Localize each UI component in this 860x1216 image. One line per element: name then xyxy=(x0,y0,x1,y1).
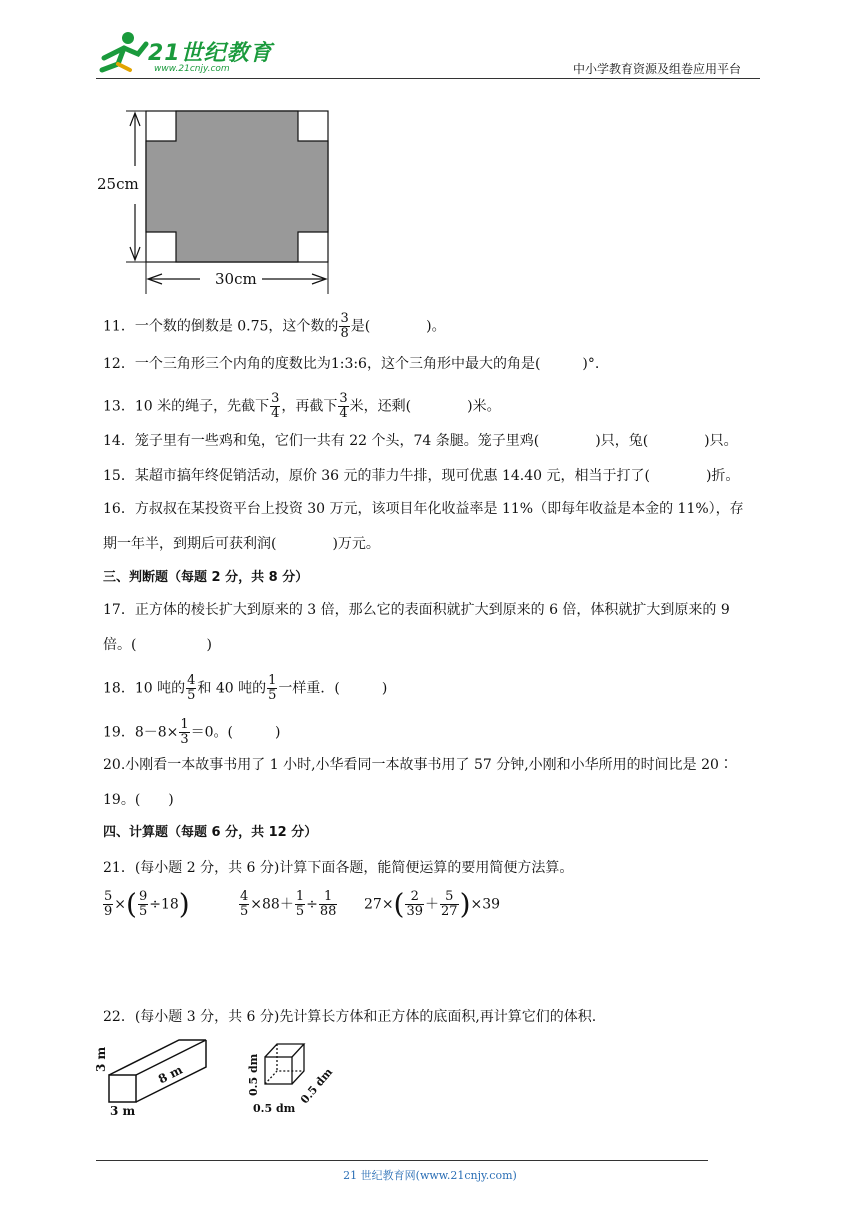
question-11: 11．一个数的倒数是 0.75，这个数的 $\frac{3}{8}$ 是( )。 xyxy=(103,311,446,341)
cube-width-label: 0.5 dm xyxy=(253,1102,296,1115)
fraction: $\frac{4}{5}$ xyxy=(187,673,196,703)
section-3-title: 三、判断题（每题 2 分，共 8 分） xyxy=(103,570,309,585)
header-rule xyxy=(96,78,760,79)
logo-text: 21世纪教育 xyxy=(148,41,273,66)
question-20-line2: 19。( ) xyxy=(103,792,174,808)
cuboid-height-label: 3 m xyxy=(94,1046,108,1072)
fraction: $\frac{3}{4}$ xyxy=(339,391,348,421)
question-17-line2: 倍。( ) xyxy=(103,637,212,653)
cube-height-label: 0.5 dm xyxy=(247,1053,260,1096)
cube-depth-label: 0.5 dm xyxy=(298,1065,336,1107)
fraction: $\frac{3}{4}$ xyxy=(271,391,280,421)
cuboid-shape xyxy=(109,1040,206,1102)
logo-url: www.21cnjy.com xyxy=(154,64,230,74)
question-13: 13．10 米的绳子，先截下 $\frac{3}{4}$ ，再截下 $\frac{3}{4}$ 米，还剩( )米。 xyxy=(103,391,501,421)
question-16-line1: 16．方叔叔在某投资平台上投资 30 万元，该项目年化收益率是 11%（即每年收益是本金的 11%），存 xyxy=(103,501,744,517)
fraction: $\frac{3}{8}$ xyxy=(340,311,349,341)
fraction: $\frac{1}{3}$ xyxy=(180,717,189,747)
question-21: 21．(每小题 2 分，共 6 分)计算下面各题，能简便运算的要用简便方法算。 xyxy=(103,860,574,876)
question-14: 14．笼子里有一些鸡和兔，它们一共有 22 个头，74 条腿。笼子里鸡( )只，兔( )只。 xyxy=(103,433,738,449)
cube-shape xyxy=(265,1044,304,1084)
site-name: 中小学教育资源及组卷应用平台 xyxy=(573,62,742,76)
section-4-title: 四、计算题（每题 6 分，共 12 分） xyxy=(103,825,318,840)
height-label: 25cm xyxy=(97,175,139,193)
expression-1: $\frac{5}{9}$ ×( $\frac{9}{5}$ ÷18) xyxy=(104,887,190,921)
fraction: $\frac{1}{5}$ xyxy=(268,673,277,703)
footer-rule xyxy=(96,1160,708,1161)
question-16-line2: 期一年半，到期后可获利润( )万元。 xyxy=(103,536,380,552)
question-12: 12．一个三角形三个内角的度数比为1:3:6，这个三角形中最大的角是( )°. xyxy=(103,356,600,372)
footer-text: 21 世纪教育网(www.21cnjy.com) xyxy=(343,1169,517,1182)
cuboid-length-label: 8 m xyxy=(156,1062,185,1087)
question-15: 15．某超市搞年终促销活动，原价 36 元的菲力牛排，现可优惠 14.40 元，相当于打了( )折。 xyxy=(103,468,740,484)
expression-3: 27×( $\frac{2}{39}$ ＋ $\frac{5}{27}$ )×39 xyxy=(364,887,501,921)
question-19: 19．8－8× $\frac{1}{3}$ ＝0。( ) xyxy=(103,717,281,747)
width-label: 30cm xyxy=(215,270,257,288)
cuboid-width-label: 3 m xyxy=(110,1104,136,1118)
question-20-line1: 20.小刚看一本故事书用了 1 小时,小华看同一本故事书用了 57 分钟,小刚和小华所用的时间比是 20∶ xyxy=(103,757,733,773)
question-17-line1: 17．正方体的棱长扩大到原来的 3 倍，那么它的表面积就扩大到原来的 6 倍，体积就扩大到原来的 9 xyxy=(103,602,730,618)
question-18: 18．10 吨的 $\frac{4}{5}$ 和 40 吨的 $\frac{1}{5}$ 一样重．( ) xyxy=(103,673,388,703)
question-22: 22．(每小题 3 分，共 6 分)先计算长方体和正方体的底面积,再计算它们的体积. xyxy=(103,1009,597,1025)
runner-logo-icon xyxy=(94,30,150,76)
expression-2: $\frac{4}{5}$ ×88＋ $\frac{1}{5}$ ÷ $\frac{1}{88}$ xyxy=(240,889,337,919)
